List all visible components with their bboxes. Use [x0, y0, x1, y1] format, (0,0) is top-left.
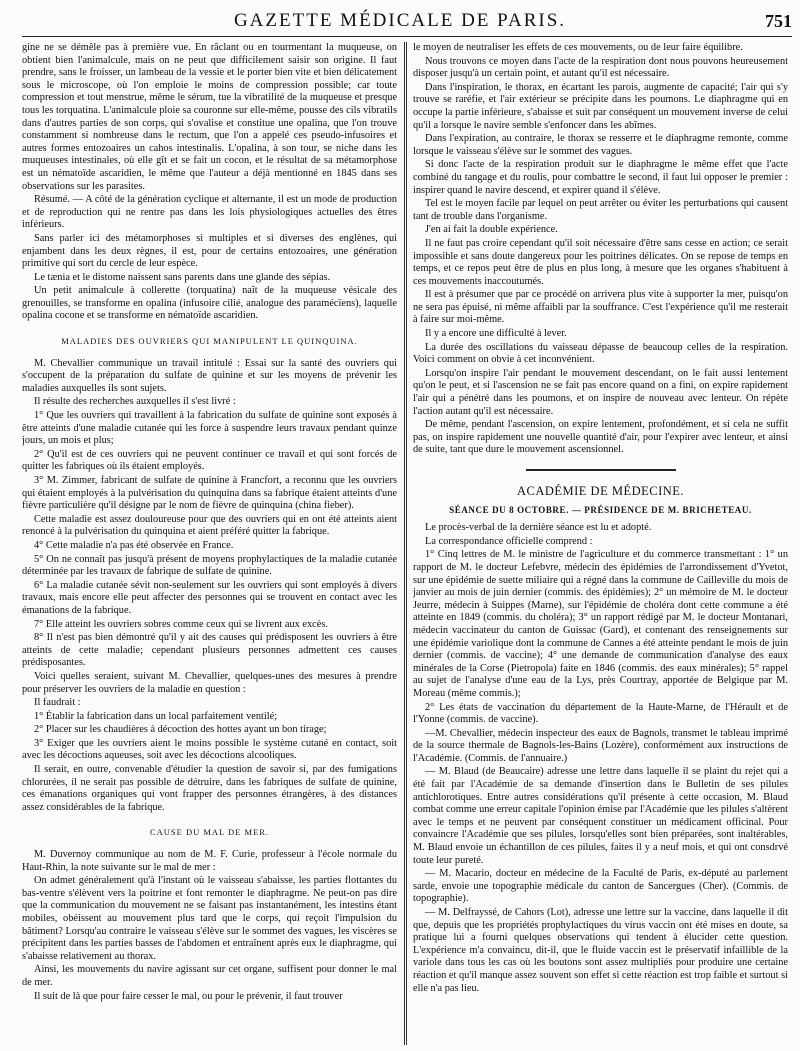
paragraph: Il ne faut pas croire cependant qu'il soit nécessaire d'être sans cesse en action; ce serait impossible et sans doute dangereux pour les poitrines délicates. On se repose de temps en temps, et ce repos peut être de plus en plus long, à mesure que les organes s'habituent à ces mouvements inaccoutumés. — [413, 237, 788, 287]
paragraph: 3° M. Zimmer, fabricant de sulfate de quinine à Francfort, a reconnu que les ouvriers qui étaient employés à la pulvérisation du quinquina dans sa fabrique étaient atteints d'une fièvre particulière qu'il désigne par le nom de fièvre de quinquina (china fieber). — [22, 475, 397, 512]
paragraph: 2° Qu'il est de ces ouvriers qui ne peuvent continuer ce travail et qui sont forcés de quitter les fabriques où ils étaient employés. — [22, 448, 397, 473]
paragraph: Le tænia et le distome naissent sans parents dans une glande des sépias. — [34, 271, 331, 283]
paragraph: Résumé. — A côté de la génération cyclique et alternante, il est un mode de production et de reproduction qui ne rentre pas dans les lois physiologiques actuelles des êtres inférieurs. — [22, 194, 397, 231]
paragraph: — M. Macario, docteur en médecine de la Faculté de Paris, ex-député au parlement sarde, envoie une topographie médicale du canton de Sancergues (Cher). (Commis. de topographie). — [413, 868, 788, 905]
section-title-quinquina: MALADIES DES OUVRIERS QUI MANIPULENT LE QUINQUINA. — [61, 336, 358, 347]
paragraph: Voici quelles seraient, suivant M. Chevallier, quelques-unes des mesures à prendre pour préserver les ouvriers de la maladie en question : — [22, 670, 397, 695]
paragraph: 3° Exiger que les ouvriers aient le moins possible le système cutané en contact, soit avec les décoctions aqueuses, soit avec les décoctions alcooliques. — [22, 737, 397, 762]
paragraph: Le procès-verbal de la dernière séance est lu et adopté. — [425, 522, 652, 534]
paragraph: — M. Blaud (de Beaucaire) adresse une lettre dans laquelle il se plaint du rejet qui a été fait par l'Académie de sa demande d'insertion dans le Bulletin de ses pilules antichlorotiques. Entre autres considérations qu'il présente à cette occasion, M. Blaud combat comme une erreur capitale l'opinion émise par l'Académie que les pilules s'altèrent avec le temps et ne peuvent par conséquent constituer un médicament officinal. Pour convaincre l'Académie que ses pilules, lorsqu'elles sont bien préparées, sont inaltérables, M. Blaud envoie un échantillon de ces pilules, faites il y a neuf mois, et qui ont consdrvé toute leur pureté. — [413, 766, 788, 866]
paragraph: Un petit animalcule à collerette (torquatina) naît de la muqueuse vésicale des grenouilles, se transforme en opalina (infusoire cilié, analogue des paramécïens), laquelle opalina cocone et se transforme en nématoïde ascaridien. — [22, 285, 397, 322]
paragraph: le moyen de neutraliser les effets de ces mouvements, ou de leur faire équilibre. — [413, 42, 743, 53]
section-title-academie: ACADÉMIE DE MÉDECINE. — [516, 484, 685, 498]
paragraph: 2° Les états de vaccination du département de la Haute-Marne, de l'Hérault et de l'Yonne (commis. de vaccine). — [413, 701, 788, 726]
paragraph: —M. Chevallier, médecin inspecteur des eaux de Bagnols, transmet le tableau imprimé de la source thermale de Bagnols-les-Bains (Lozère), conformément aux instructions de l'Académie. (Commis. de l'annuaire.) — [413, 727, 788, 764]
paragraph: Sans parler ici des métamorphoses si multiples et si diverses des englènes, qui enjambent dans les deux règnes, il est, pour de certains entozoaires, une génération primitive qui sort du cercle de leur espèce. — [22, 232, 397, 270]
left-column — [22, 42, 397, 1047]
journal-title: GAZETTE MÉDICALE DE PARIS. — [233, 10, 567, 31]
seance-line: SÉANCE DU 8 OCTOBRE. — PRÉSIDENCE DE M. BRICHETEAU. — [449, 504, 752, 515]
paragraph: Nous trouvons ce moyen dans l'acte de la respiration dont nous pouvons heureusement disposer jusqu'à un certain point, et autant qu'il est nécessaire. — [413, 55, 788, 80]
paragraph: On admet généralement qu'à l'instant où le vaisseau s'abaisse, les parties flottantes du bas-ventre s'élèvent vers la poitrine et font remonter le diaphragme. Ne peut-on pas dire que la communication du mouvement ne se faisant pas instantanément, les intestins étant mobiles, obéissent au mouvement plus tard que le corps, qui reçoit l'impulsion du bâtiment? Lorsqu'au contraire le vaisseau s'élève sur le sommet des vagues, les viscères se précipitent dans les parties basses de l'abdomen et entraînent après eux le diaphragme, qui s'abaisse relativement au thorax. — [22, 875, 397, 962]
paragraph: Lorsqu'on inspire l'air pendant le mouvement descendant, on le fait aussi lentement qu'on le peut, et si l'ascension ne se fait pas encore quand on a fini, on expire rapidement l'air qui a pénétré dans les poumons, et on inspire de nouveau avec lenteur. On répète l'action autant qu'il est nécessaire. — [413, 367, 788, 417]
paragraph: 1° Cinq lettres de M. le ministre de l'agriculture et du commerce transmettant : 1° un rapport de M. le docteur Lefebvre, médecin des épidémies de l'arrondissement d'Yvetot, sur une épidémie de suette miliaire qui a régné dans la commune de Cailleville du mois de janvier au mois de juin dernier (commis. des épidémies); 2° un mémoire de M. le docteur Jeurre, médecin à Suippes (Marne), sur l'épidémie de choléra dont cette commune a été atteinte en 1849 (commis. du choléra); 3° un rapport rédigé par M. le docteur Montanari, médecin vaccinateur du canton de Guissac (Gard), et contenant des renseignements sur une épidémie variolique dont la commune de Cannes a été atteinte pendant le mois de juin dernier (commis. de vaccine); 4° une demande de communication d'analyse des eaux minérales de la Corse (Pietropola) faite en 1846 (commis. des eaux minérales); 5° rappel au sujet de l'analyse d'une eau de la Lys, près Courtray, apportée de Belgique par M. Moreau (même commis.); — [413, 549, 788, 699]
paragraph: 6° La maladie cutanée sévit non-seulement sur les ouvriers qui sont employés à divers travaux, mais encore elle peut affecter des personnes qui se trouvent en contact avec les émanations de la fabrique. — [22, 579, 397, 616]
paragraph: Il serait, en outre, convenable d'étudier la question de savoir si, par des fumigations chlorurées, il ne serait pas possible de détruire, dans les fabriques de sulfate de quinine, ces émanations organiques qui vont frapper des personnes étrangères, à des distances assez considérables de la fabrique. — [22, 764, 397, 813]
header-rule — [22, 36, 792, 37]
paragraph: 2° Placer sur les chaudières à décoction des hottes ayant un bon tirage; — [34, 724, 327, 736]
page-header — [0, 8, 800, 36]
paragraph: 7° Elle atteint les ouvriers sobres comme ceux qui se livrent aux excès. — [34, 618, 328, 630]
paragraph: 1° Que les ouvriers qui travaillent à la fabrication du sulfate de quinine sont exposés à être atteints d'une maladie cutanée qui les force à suspendre leurs travaux pendant quinze jours, un mois et plus; — [22, 410, 397, 447]
paragraph: Dans l'expiration, au contraire, le thorax se resserre et le diaphragme remonte, comme lorsque le vaisseau s'élève sur le sommet des vagues. — [413, 133, 788, 157]
paragraph: Si donc l'acte de la respiration produit sur le diaphragme le même effet que l'acte combiné du tangage et du roulis, pour combattre le second, il faut lui opposer le premier : inspirer quand le navire descend, et expirer quand il s'élève. — [413, 159, 788, 196]
paragraph: Il faudrait : — [34, 697, 81, 709]
paragraph: De même, pendant l'ascension, on expire lentement, profondément, et si cela ne suffit pas, on inspire rapidement une nouvelle quantité d'air, pour l'expirer avec lenteur, et ainsi de suite, tant que dure le mouvement ascensionnel. — [413, 419, 788, 456]
paragraph: Il est à présumer que par ce procédé on arrivera plus vite à supporter la mer, puisqu'on ne sera pas épuisé, ni même affaibli par la souffrance. C'est l'expérience qu'il me resterait à faire sur moi-même. — [413, 289, 788, 326]
page-number: 751 — [765, 11, 792, 31]
paragraph: gine ne se démêle pas à première vue. En râclant ou en tourmentant la muqueuse, on obtient bien l'animalcule, mais on ne peut que difficilement saisir son origine. Il faut prendre, sans le froisser, un lambeau de la vessie et le porter bien vite et bien délicatement sous le microscope, où l'on emploie le moins de compression possible; car toute compression et tout menstrue, même le sérum, tue la vibratilité de la muqueuse et presque tous les torquatina. L'animalcule ploie sa couronne sur elle-même, pousse des cils vibratils dans d'autres parties de son corps, qui s'ovalise et constitue une opalina, que l'on trouve constamment si nombreuse dans le rectum, que l'on a appelé ces pseudo-infusoires et autres formes entozoaires un cahos intestinalis. L'opalina, à son tour, se niche dans les muqueuses intestinales, où elle gît et se fait un cocon, et le résultat de sa métamorphose est un nématoïde ascaridien, le même que l'auteur a déjà mentionné en 1845 dans ses observations sur les parasites. — [22, 42, 397, 192]
paragraph: Il y a encore une difficulté à lever. — [425, 328, 567, 340]
paragraph: 1° Établir la fabrication dans un local parfaitement ventilé; — [34, 710, 278, 722]
paragraph: Ainsi, les mouvements du navire agissant sur cet organe, suffisent pour donner le mal de mer. — [22, 964, 397, 988]
paragraph: La correspondance officielle comprend : — [425, 535, 593, 547]
column-divider-inner — [406, 42, 407, 1045]
paragraph: Cette maladie est assez douloureuse pour que des ouvriers qui en ont été atteints aient renoncé à la pulvérisation du quinquina et aient préféré quitter la fabrique. — [22, 513, 397, 538]
paragraph: Tel est le moyen facile par lequel on peut arrêter ou éviter les perturbations qui causent tant de trouble dans l'organisme. — [413, 198, 788, 222]
paragraph: Dans l'inspiration, le thorax, en écartant les parois, augmente de capacité; l'air qui s'y trouve se raréfie, et l'air extérieur se précipite dans les poumons. Le diaphragme qui en occupe la partie inférieure, s'abaisse et suit par conséquent un mouvement inverse de celui qu'il a lorsque le navire semble s'enfoncer dans les abîmes. — [413, 81, 788, 131]
paragraph: M. Chevallier communique un travail intitulé : Essai sur la santé des ouvriers qui s'occupent de la préparation du sulfate de quinine et sur les moyens de prévenir les maladies auxquelles ils sont sujets. — [22, 357, 397, 394]
paragraph: J'en ai fait la double expérience. — [425, 224, 558, 236]
section-separator — [526, 469, 676, 471]
paragraph: 8° Il n'est pas bien démontré qu'il y ait des causes qui prédisposent les ouvriers à être atteints de cette maladie; cependant plusieurs personnes admettent ces causes prédisposantes. — [22, 632, 397, 669]
column-divider — [404, 42, 405, 1045]
paragraph: La durée des oscillations du vaisseau dépasse de beaucoup celles de la respiration. Voici comment on obvie à cet inconvénient. — [413, 341, 788, 366]
paragraph: Il résulte des recherches auxquelles il s'est livré : — [34, 396, 236, 408]
section-title-mal-de-mer: CAUSE DU MAL DE MER. — [149, 827, 270, 838]
paragraph: 4° Cette maladie n'a pas été observée en France. — [34, 539, 234, 551]
paragraph: 5° On ne connaît pas jusqu'à présent de moyens prophylactiques de la maladie cutanée déterminée par les travaux de fabrique de sulfate de quinine. — [22, 553, 397, 578]
paragraph: Il suit de là que pour faire cesser le mal, ou pour le prévenir, il faut trouver — [34, 990, 343, 1002]
right-column — [413, 42, 788, 1047]
paragraph: M. Duvernoy communique au nom de M. F. Curie, professeur à l'école normale du Haut-Rhin, la note suivante sur le mal de mer : — [22, 849, 397, 873]
paragraph: — M. Delfrayssé, de Cahors (Lot), adresse une lettre sur la vaccine, dans laquelle il dit que, depuis que les propriétés prophylactiques du virus vaccin ont été mises en doute, sa pratique lui a fourni quelques observations qui tendent à élucider cette question. L'expérience m'a convaincu, dit-il, que le fluide vaccin est le préservatif infaillible de la variole dans tous les cas où les boutons sont assez multipliés pour produire une certaine réaction et qu'il manque assez souvent son effet si cette réaction est trop faible et surtout si elle n'a pas lieu. — [413, 907, 788, 994]
